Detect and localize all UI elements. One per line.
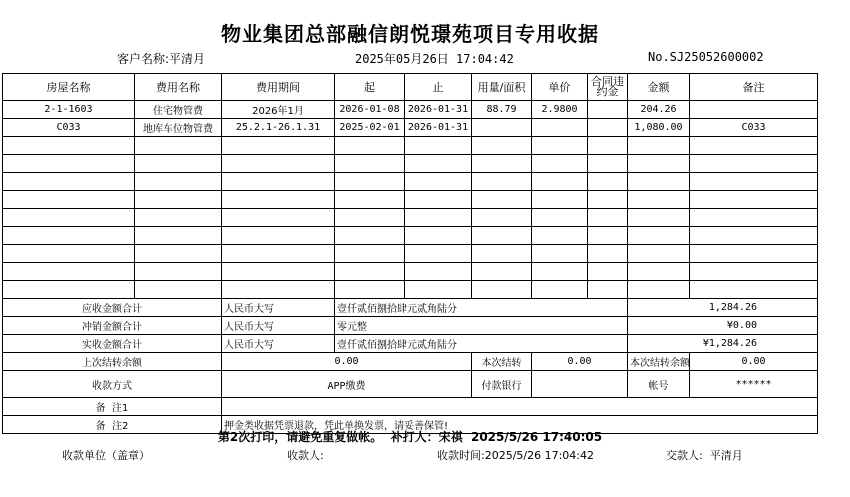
actual-label: 实收金额合计	[3, 335, 222, 353]
cell-period: 2026年1月	[222, 101, 335, 119]
collection-time: 收款时间:2025/5/26 17:04:42	[437, 449, 595, 462]
this-carry-value: 0.00	[532, 353, 628, 371]
empty-row	[3, 191, 818, 209]
receivable-cn-label: 人民币大写	[222, 299, 335, 317]
cell-note: C033	[690, 119, 818, 137]
cell-usage	[472, 119, 532, 137]
empty-row	[3, 209, 818, 227]
reprint-notice: 第2次打印，请避免重复做帐。 补打人：宋祺 2025/5/26 17:40:05	[217, 430, 603, 444]
customer-name: 客户名称:平清月	[117, 52, 206, 66]
receivable-cn-amount: 壹仟贰佰捌拾肆元贰角陆分	[335, 299, 628, 317]
offset-cn-label: 人民币大写	[222, 317, 335, 335]
cell-house: 2-1-1603	[3, 101, 135, 119]
cell-price	[532, 119, 588, 137]
pay-method-label: 收款方式	[3, 371, 222, 398]
receipt-table	[2, 73, 818, 434]
payer: 交款人: 平清月	[666, 449, 743, 462]
header-house: 房屋名称	[3, 74, 135, 101]
table-header-row	[3, 74, 818, 101]
receipt-number: No.SJ25052600002	[648, 50, 764, 64]
account-label: 帐号	[628, 371, 690, 398]
receipt-date: 2025年05月26日 17:04:42	[355, 52, 514, 66]
remark1-label: 备 注1	[3, 398, 222, 416]
cell-penalty	[588, 101, 628, 119]
bank-label: 付款银行	[472, 371, 532, 398]
remark1-value	[222, 398, 818, 416]
cell-amount: 204.26	[628, 101, 690, 119]
header-start: 起	[335, 74, 405, 101]
cell-penalty	[588, 119, 628, 137]
cell-end: 2026-01-31	[405, 119, 472, 137]
payee: 收款人:	[287, 449, 324, 462]
remark2-label: 备 注2	[3, 416, 222, 434]
payment-row	[3, 371, 818, 398]
empty-row	[3, 155, 818, 173]
this-balance-label: 本次结转余额	[628, 353, 690, 371]
collecting-unit: 收款单位（盖章）	[62, 449, 150, 462]
cell-usage: 88.79	[472, 101, 532, 119]
offset-label: 冲销金额合计	[3, 317, 222, 335]
receipt-title: 物业集团总部融信朗悦璟苑项目专用收据	[221, 22, 599, 46]
table-row	[3, 101, 818, 119]
header-period: 费用期间	[222, 74, 335, 101]
actual-cn-amount: 壹仟贰佰捌拾肆元贰角陆分	[335, 335, 628, 353]
cell-end: 2026-01-31	[405, 101, 472, 119]
cell-house: C033	[3, 119, 135, 137]
this-balance-value: 0.00	[690, 353, 818, 371]
last-balance-value: 0.00	[222, 353, 472, 371]
table-row	[3, 119, 818, 137]
header-note: 备注	[690, 74, 818, 101]
cell-fee-name: 住宅物管费	[135, 101, 222, 119]
cell-note	[690, 101, 818, 119]
offset-cn-amount: 零元整	[335, 317, 628, 335]
header-fee-name: 费用名称	[135, 74, 222, 101]
header-price: 单价	[532, 74, 588, 101]
cell-amount: 1,080.00	[628, 119, 690, 137]
receivable-label: 应收金额合计	[3, 299, 222, 317]
receivable-total-row	[3, 299, 818, 317]
this-carry-label: 本次结转	[472, 353, 532, 371]
remark2-value: 押金类收据凭票退款，凭此单换发票，请妥善保管!	[222, 416, 818, 434]
cell-period: 25.2.1-26.1.31	[222, 119, 335, 137]
header-amount: 金额	[628, 74, 690, 101]
empty-row	[3, 281, 818, 299]
remark1-row	[3, 398, 818, 416]
actual-amount: ¥1,284.26	[628, 335, 818, 353]
cell-start: 2025-02-01	[335, 119, 405, 137]
empty-row	[3, 227, 818, 245]
cell-start: 2026-01-08	[335, 101, 405, 119]
header-end: 止	[405, 74, 472, 101]
empty-row	[3, 137, 818, 155]
account-value: ******	[690, 371, 818, 398]
balance-row	[3, 353, 818, 371]
empty-row	[3, 245, 818, 263]
pay-method-value: APP缴费	[222, 371, 472, 398]
empty-row	[3, 263, 818, 281]
cell-fee-name: 地库车位物管费	[135, 119, 222, 137]
header-penalty: 合同违约金	[588, 74, 628, 101]
receivable-amount: 1,284.26	[628, 299, 818, 317]
offset-total-row	[3, 317, 818, 335]
header-usage: 用量/面积	[472, 74, 532, 101]
cell-price: 2.9800	[532, 101, 588, 119]
bank-value	[532, 371, 628, 398]
actual-cn-label: 人民币大写	[222, 335, 335, 353]
offset-amount: ¥0.00	[628, 317, 818, 335]
last-balance-label: 上次结转余额	[3, 353, 222, 371]
actual-total-row	[3, 335, 818, 353]
empty-row	[3, 173, 818, 191]
